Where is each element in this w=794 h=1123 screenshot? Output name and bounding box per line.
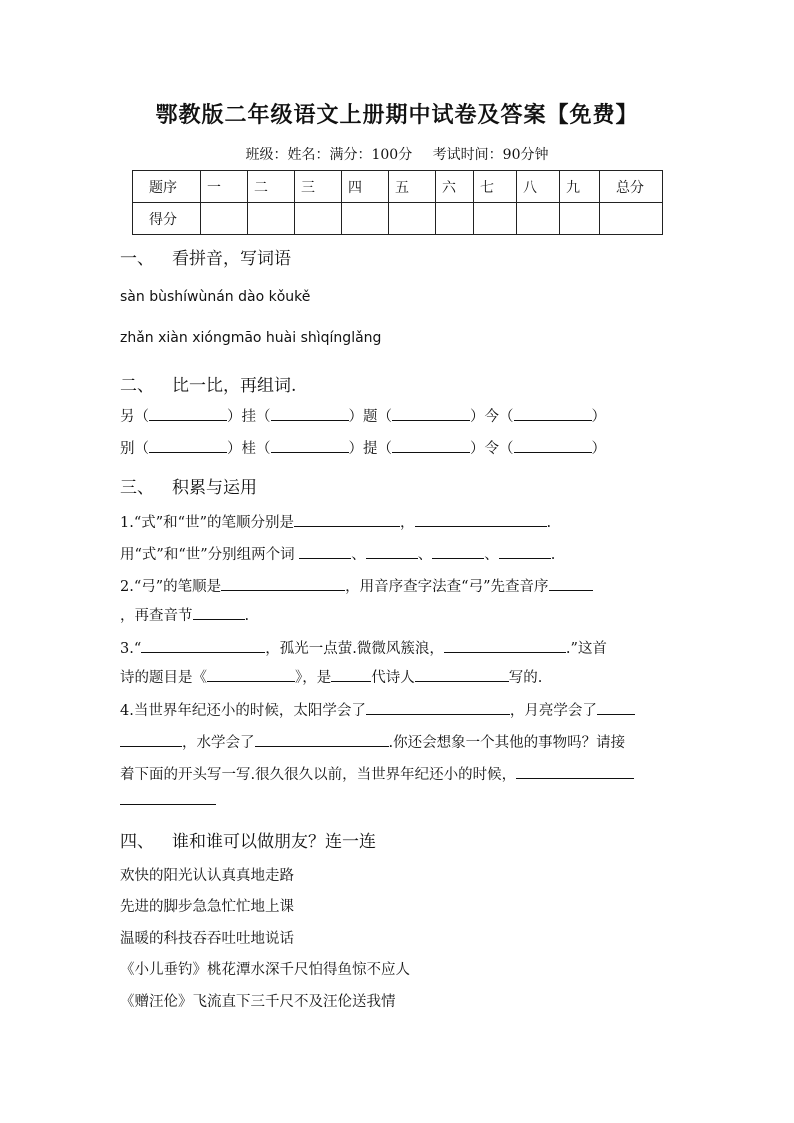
question-4c: 着下面的开头写一写.很久很久以前，当世界年纪还小的时候， — [120, 763, 634, 784]
answer-blank[interactable] — [549, 576, 593, 591]
answer-blank[interactable] — [392, 406, 470, 421]
answer-blank[interactable] — [366, 700, 510, 715]
score-cell[interactable] — [560, 203, 600, 235]
match-item[interactable]: 欢快的阳光认认真真地走路 — [120, 868, 294, 884]
score-cell[interactable] — [517, 203, 560, 235]
answer-blank[interactable] — [415, 512, 547, 527]
answer-blank[interactable] — [271, 438, 349, 453]
question-1a: 1.“式”和“世”的笔顺分别是 ， . — [120, 511, 551, 532]
score-table — [132, 170, 663, 235]
question-4a: 4.当世界年纪还小的时候，太阳学会了 ，月亮学会了 — [120, 699, 635, 720]
score-cell[interactable] — [248, 203, 295, 235]
header-cell-7: 七 — [474, 171, 517, 203]
score-cell[interactable] — [474, 203, 517, 235]
answer-blank[interactable] — [255, 732, 389, 747]
score-cell[interactable] — [600, 203, 663, 235]
answer-blank[interactable] — [516, 764, 634, 779]
score-cell[interactable] — [436, 203, 474, 235]
match-item[interactable]: 《小儿垂钓》桃花潭水深千尺怕得鱼惊不应人 — [120, 962, 410, 978]
score-cell[interactable] — [201, 203, 248, 235]
question-2b: ，再查音节 . — [120, 604, 249, 625]
score-table-score-row — [133, 203, 663, 235]
score-table-header-row — [133, 171, 663, 203]
exam-time-label: 考试时间：90分钟 — [432, 147, 549, 163]
class-name-score-label: 班级：姓名：满分：100分 — [245, 147, 413, 163]
answer-blank[interactable] — [392, 438, 470, 453]
section2-heading: 二、 比一比，再组词. — [120, 376, 297, 396]
match-item[interactable]: 《赠汪伦》飞流直下三千尺不及汪伦送我情 — [120, 994, 396, 1010]
header-cell-total: 总分 — [600, 171, 663, 203]
answer-blank[interactable] — [149, 438, 227, 453]
answer-blank[interactable] — [221, 576, 345, 591]
exam-info — [0, 144, 794, 164]
header-cell-3: 三 — [295, 171, 342, 203]
question-2a: 2.“弓”的笔顺是 ，用音序查字法查“弓”先查音序 — [120, 575, 593, 596]
answer-blank[interactable] — [271, 406, 349, 421]
score-cell[interactable] — [342, 203, 389, 235]
answer-blank[interactable] — [366, 544, 418, 559]
compare-row-1: 另（ ）挂（ ）题（ ）今（ ） — [120, 405, 606, 426]
answer-blank[interactable] — [432, 544, 484, 559]
answer-blank[interactable] — [415, 667, 509, 682]
section4-heading: 四、 谁和谁可以做朋友？连一连 — [120, 832, 376, 852]
question-4b: ，水学会了 .你还会想象一个其他的事物吗？请接 — [120, 731, 625, 752]
question-3b: 诗的题目是《 》，是 代诗人 写的. — [120, 666, 542, 687]
question-3a: 3.“ ，孤光一点萤.微微风簇浪， .”这首 — [120, 637, 607, 658]
section1-heading: 一、 看拼音，写词语 — [120, 249, 291, 269]
page-title: 鄂教版二年级语文上册期中试卷及答案【免费】 — [155, 102, 639, 128]
header-cell-order: 题序 — [133, 171, 201, 203]
answer-blank[interactable] — [294, 512, 400, 527]
header-cell-2: 二 — [248, 171, 295, 203]
answer-blank[interactable] — [597, 700, 635, 715]
match-item[interactable]: 温暖的科技吞吞吐吐地说话 — [120, 931, 294, 947]
answer-blank[interactable] — [149, 406, 227, 421]
section3-heading: 三、 积累与运用 — [120, 478, 257, 498]
answer-blank[interactable] — [120, 732, 182, 747]
score-cell[interactable] — [295, 203, 342, 235]
pinyin-line-2: zhǎn xiàn xióngmāo huài shìqínglǎng — [120, 330, 382, 346]
header-cell-8: 八 — [517, 171, 560, 203]
header-cell-6: 六 — [436, 171, 474, 203]
score-cell[interactable] — [389, 203, 436, 235]
header-cell-1: 一 — [201, 171, 248, 203]
answer-blank[interactable] — [499, 544, 551, 559]
compare-row-2: 别（ ）桂（ ）提（ ）令（ ） — [120, 437, 606, 458]
answer-blank[interactable] — [120, 790, 216, 805]
answer-blank[interactable] — [514, 438, 592, 453]
header-cell-4: 四 — [342, 171, 389, 203]
match-item[interactable]: 先进的脚步急急忙忙地上课 — [120, 899, 294, 915]
question-1b: 用“式”和“世”分别组两个词 、 、 、 . — [120, 543, 555, 564]
answer-blank[interactable] — [193, 605, 245, 620]
header-cell-9: 九 — [560, 171, 600, 203]
answer-blank[interactable] — [299, 544, 351, 559]
answer-blank[interactable] — [514, 406, 592, 421]
answer-blank[interactable] — [444, 638, 566, 653]
answer-blank[interactable] — [331, 667, 371, 682]
score-row-label: 得分 — [133, 203, 201, 235]
header-cell-5: 五 — [389, 171, 436, 203]
pinyin-line-1: sàn bùshíwùnán dào kǒukě — [120, 289, 311, 305]
answer-blank[interactable] — [207, 667, 295, 682]
answer-blank[interactable] — [141, 638, 265, 653]
